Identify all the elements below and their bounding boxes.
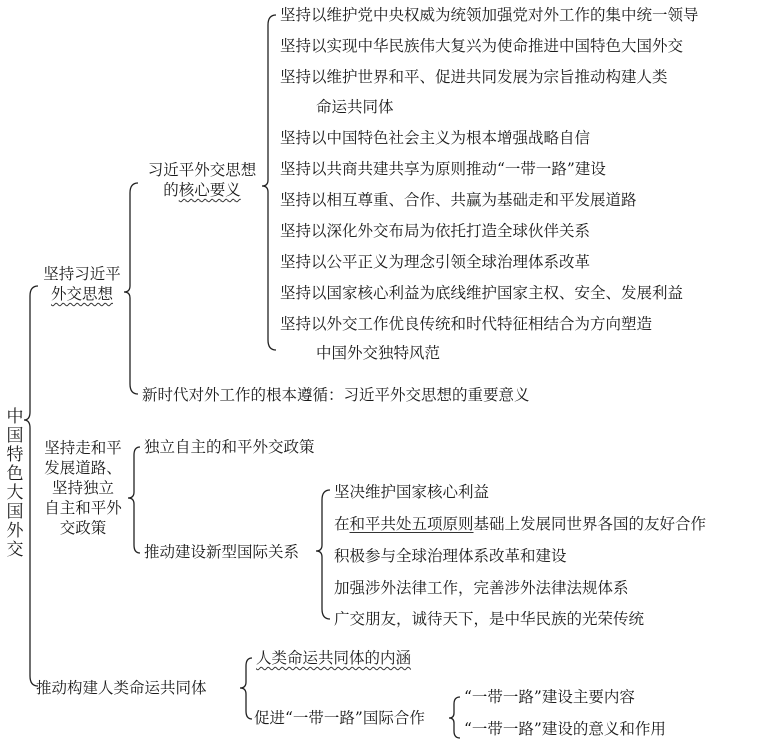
branch2-label-line: 自主和平外 (44, 499, 122, 517)
core-item: 坚持以公平正义为理念引领全球治理体系改革 (280, 253, 591, 271)
relations-brace (316, 490, 330, 619)
relations-item: 坚决维护国家核心利益 (334, 483, 490, 501)
relations-item: 在和平共处五项原则基础上发展同世界各国的友好合作 (334, 515, 707, 533)
core-essence-mark: 核心要义 (178, 181, 241, 199)
branch2-node (36, 438, 130, 538)
core-label-line2: 的核心要义 (163, 181, 241, 199)
relations-node: 推动建设新型国际关系 (144, 543, 300, 561)
core-item-continuation: 命运共同体 (316, 98, 394, 116)
belt-node: 促进“一带一路”国际合作 (254, 709, 425, 727)
core-item: 坚持以共商共建共享为原则推动“一带一路”建设 (280, 160, 606, 178)
branch1-label-line1: 坚持习近平 (43, 265, 121, 283)
connotation-node: 人类命运共同体的内涵 (256, 649, 412, 667)
relations-item: 加强涉外法律工作，完善涉外法律法规体系 (334, 579, 629, 597)
core-item: 坚持以实现中华民族伟大复兴为使命推进中国特色大国外交 (280, 37, 684, 55)
core-item: 坚持以相互尊重、合作、共赢为基础走和平发展道路 (280, 191, 637, 209)
guideline-node: 新时代对外工作的根本遵循：习近平外交思想的重要意义 (142, 386, 530, 404)
core-label-line1: 习近平外交思想 (147, 161, 257, 179)
branch1-label-line2: 外交思想 (50, 285, 113, 303)
core-item: 坚持以外交工作优良传统和时代特征相结合为方向塑造 (280, 315, 653, 333)
core-item: 坚持以中国特色社会主义为根本增强战略自信 (280, 129, 591, 147)
relations-item: 积极参与全球治理体系改革和建设 (334, 547, 567, 565)
policy-node: 独立自主的和平外交政策 (144, 438, 315, 456)
branch3-brace (240, 658, 252, 719)
branch2-label-line: 发展道路、 (44, 459, 122, 477)
branch2-label-line: 坚持独立 (51, 479, 114, 497)
core-item: 坚持以维护世界和平、促进共同发展为宗旨推动构建人类 (280, 68, 668, 86)
branch2-label-line: 交政策 (59, 519, 107, 537)
relations-item: 广交朋友，诚待天下，是中华民族的光荣传统 (334, 610, 645, 628)
five-principles-mark: 和平共处五项原则 (349, 515, 474, 533)
belt-item: “一带一路”建设主要内容 (464, 688, 635, 706)
root-node: 中国特色大国外交 (6, 407, 24, 560)
branch3-node: 推动构建人类命运共同体 (36, 679, 207, 697)
core-item: 坚持以国家核心利益为底线维护国家主权、安全、发展利益 (280, 284, 684, 302)
core-item: 坚持以维护党中央权威为统领加强党对外工作的集中统一领导 (280, 6, 699, 24)
core-node (138, 160, 266, 200)
core-item: 坚持以深化外交布局为依托打造全球伙伴关系 (280, 222, 591, 240)
belt-brace (449, 697, 460, 738)
branch1-node (34, 264, 130, 304)
branch2-label-line: 坚持走和平 (44, 439, 122, 457)
core-item-continuation: 中国外交独特风范 (316, 344, 441, 362)
belt-item: “一带一路”建设的意义和作用 (464, 720, 666, 738)
